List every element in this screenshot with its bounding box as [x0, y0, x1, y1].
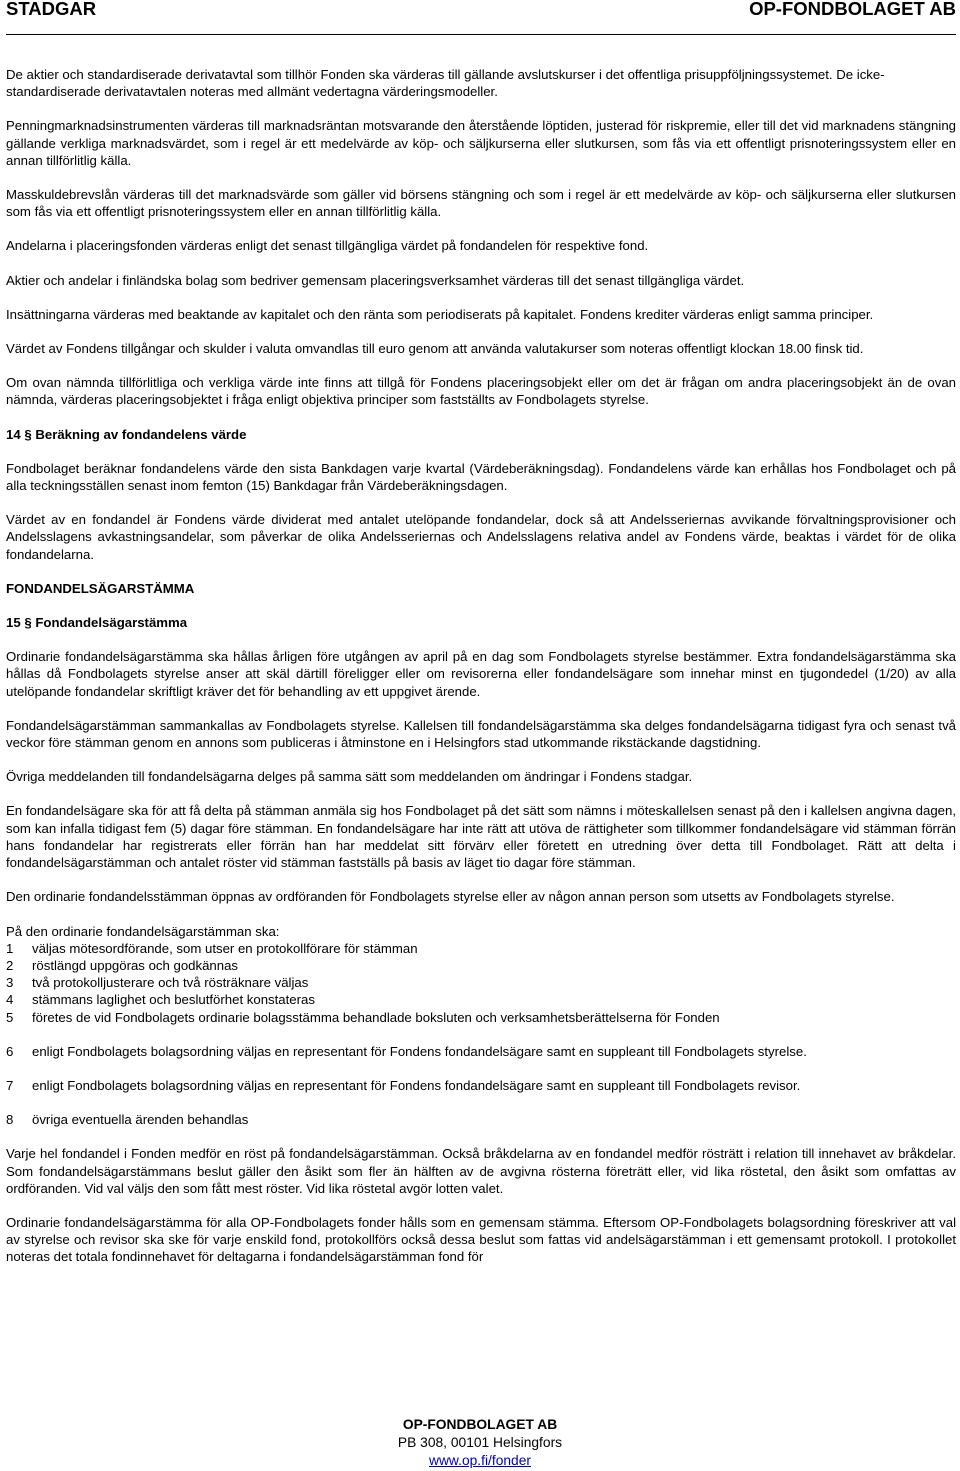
section-14-heading [6, 426, 956, 443]
paragraph: Masskuldebrevslån värderas till det marknadsvärde som gäller vid börsens stängning och som i regel är ett medelvärde av köp- och säljkurserna eller slutkursen som fås via ett offentligt prisnoteringssystem eller en annan tillförlitlig källa. [6, 187, 956, 220]
section-15-heading [6, 614, 956, 631]
list-item-text: två protokolljusterare och två rösträknare väljas [32, 975, 309, 991]
list-item-number: 5 [6, 1009, 14, 1025]
list-item-text: övriga eventuella ärenden behandlas [32, 1112, 249, 1128]
paragraph: Fondbolaget beräknar fondandelens värde den sista Bankdagen varje kvartal (Värdeberäkningsdag). Fondandelens värde kan erhållas hos Fondbolaget och på alla teckningsställen senast inom femton (15) Bankdagar från Värdeberäkningsdagen. [6, 460, 956, 494]
paragraph: En fondandelsägare ska för att få delta på stämman anmäla sig hos Fondbolaget på det sätt som nämns i möteskallelsen senast på den i kallelsen angivna dagen, som kan infalla tidigast fem (5) dagar före stämman. En fondandelsägare har inte rätt att utöva de rättigheter som tillkommer fondandelsägare vid stämman förrän hans fondandelar har registrerats eller förrän han har meddelat sitt förvärv eller företett en utredning över detta till Fondbolaget. Rätt att delta i fondandelsägarstämman och antalet röster vid stämman fastställs på basis av läget tio dagar före stämman. [6, 803, 956, 871]
section-number: 15 [6, 615, 21, 631]
section-symbol: § [24, 615, 32, 631]
list-item-text: väljas mötesordförande, som utser en protokollförare för stämman [32, 940, 418, 956]
footer-company-name: OP-FONDBOLAGET AB [402, 1417, 558, 1432]
list-item-number: 6 [6, 1043, 14, 1059]
agenda-intro: På den ordinarie fondandelsägarstämman ska: [6, 923, 280, 939]
list-item [6, 974, 956, 991]
company-name: OP-FONDBOLAGET AB [749, 0, 956, 19]
list-item-number: 3 [6, 975, 14, 991]
paragraph: Övriga meddelanden till fondandelsägarna delges på samma sätt som meddelanden om ändringar i Fondens stadgar. [6, 769, 693, 785]
paragraph: Fondandelsägarstämman sammankallas av Fondbolagets styrelse. Kallelsen till fondandelsägarstämma ska delges fondandelsägarna tidigast fyra och senast två veckor före stämman genom en annons som publiceras i åtminstone en i Helsingfors stad utkommande rikstäckande dagstidning. [6, 717, 956, 751]
footer-address: PB 308, 00101 Helsingfors [397, 1435, 563, 1450]
paragraph: Aktier och andelar i finländska bolag som bedriver gemensam placeringsverksamhet värderas till det senast tillgängliga värdet. [6, 272, 745, 288]
list-item [6, 940, 956, 957]
document-title: STADGAR [6, 0, 97, 19]
page-footer [0, 1416, 960, 1470]
paragraph: Den ordinarie fondandelsstämman öppnas av ordföranden för Fondbolagets styrelse eller av någon annan person som utsetts av Fondbolagets styrelse. [6, 889, 895, 905]
paragraph: Värdet av en fondandel är Fondens värde dividerat med antalet utelöpande fondandelar, dock så att Andelsseriernas avvikande förvaltningsprovisioner och Andelsslagens avkastningsandelar, som påverkar de olika Andelsseriernas och Andelsslagens relativa andel av Fondens värde, beaktas i värdet för de olika fondandelarna. [6, 512, 956, 562]
list-item-number: 8 [6, 1112, 14, 1128]
list-item-number: 1 [6, 940, 14, 956]
paragraph: Varje hel fondandel i Fonden medför en röst på fondandelsägarstämman. Också bråkdelarna av en fondandel medför rösträtt i relation till innehavet av bråkdelar. Som fondandelsägarstämmans beslut gäller den åsikt som fler än hälften av de avgivna rösterna företrätt eller, vid lika röstetal, den åsikt som omfattas av ordföranden. Vid val väljs den som fått mest röster. Vid lika röstetal avgör lotten valet. [6, 1146, 956, 1196]
section-number: 14 [6, 426, 21, 442]
list-item-number: 7 [6, 1077, 14, 1093]
list-item [6, 1009, 956, 1026]
paragraph: Ordinarie fondandelsägarstämma för alla OP-Fondbolagets fonder hålls som en gemensam stämma. Eftersom OP-Fondbolagets bolagsordning föreskriver att val av styrelse och revisor ska ske för varje enskild fond, protokollförs också dessa beslut som fattas vid andelsägarstämman i ett gemensamt protokoll. I protokollet noteras det totala fondinnehavet för deltagarna i fondandelsägarstämman fond för [6, 1214, 956, 1265]
section-title: Fondandelsägarstämma [35, 615, 188, 631]
list-item [6, 1043, 956, 1060]
list-item-number: 4 [6, 992, 14, 1008]
paragraph: Insättningarna värderas med beaktande av kapitalet och den ränta som periodiserats på kapitalet. Fondens krediter värderas enligt samma principer. [6, 306, 874, 322]
list-item-number: 2 [6, 957, 14, 973]
paragraph: Ordinarie fondandelsägarstämma ska hållas årligen före utgången av april på en dag som Fondbolagets styrelse bestämmer. Extra fondandelsägarstämma ska hållas då Fondbolagets styrelse anser att skäl därtill föreligger eller om revisorerna eller fondandelsägare som innehar minst en tjugondedel (1/20) av alla utelöpande fondandelar skriftligt kräver det för behandling av ett uppgivet ärende. [6, 649, 956, 699]
list-item [6, 957, 956, 974]
document-body [6, 66, 956, 1283]
list-item-text: enligt Fondbolagets bolagsordning väljas en representant för Fondens fondandelsägare samt en suppleant till Fondbolagets styrelse. [32, 1043, 807, 1059]
paragraph: Om ovan nämnda tillförlitliga och verkliga värde inte finns att tillgå för Fondens placeringsobjekt eller om det är frågan om andra placeringsobjekt än de ovan nämnda, värderas placeringsobjektet i fråga enligt objektiva principer som fastställts av Fondbolagets styrelse. [6, 375, 956, 408]
chapter-heading: FONDANDELSÄGARSTÄMMA [6, 580, 195, 596]
paragraph: Värdet av Fondens tillgångar och skulder i valuta omvandlas till euro genom att använda valutakurser som noteras offentligt klockan 18.00 finsk tid. [6, 341, 864, 357]
list-item-text: företes de vid Fondbolagets ordinarie bolagsstämma behandlade boksluten och verksamhetsberättelserna för Fonden [32, 1009, 720, 1025]
list-item-text: röstlängd uppgöras och godkännas [32, 957, 239, 973]
list-item-text: stämmans laglighet och beslutförhet konstateras [32, 992, 315, 1008]
agenda-list [6, 940, 956, 1129]
footer-website-link[interactable]: www.op.fi/fonder [429, 1453, 531, 1468]
paragraph: Andelarna i placeringsfonden värderas enligt det senast tillgängliga värdet på fondandelen för respektive fond. [6, 238, 649, 254]
paragraph: Penningmarknadsinstrumenten värderas till marknadsräntan motsvarande den återstående löptiden, justerad för riskpremie, eller till det vid marknadens stängning gällande verkliga marknadsvärdet, som i regel är ett medelvärde av köp- och säljkurserna eller slutkursen, som fås via ett offentligt prisnoteringssystem eller en annan tillförlitlig källa. [6, 118, 956, 168]
section-title: Beräkning av fondandelens värde [35, 426, 247, 442]
list-item [6, 1111, 956, 1128]
list-item [6, 991, 956, 1008]
paragraph: De aktier och standardiserade derivatavtal som tillhör Fonden ska värderas till gällande avslutskurser i det offentliga prisuppföljningssystemet. De icke-standardiserade derivatavtalen noteras med allmänt vedertagna värderingsmodeller. [6, 67, 885, 100]
list-item-text: enligt Fondbolagets bolagsordning väljas en representant för Fondens fondandelsägare samt en suppleant till Fondbolagets revisor. [32, 1077, 801, 1093]
list-item [6, 1077, 956, 1094]
page-header [6, 0, 956, 35]
section-symbol: § [24, 426, 32, 442]
